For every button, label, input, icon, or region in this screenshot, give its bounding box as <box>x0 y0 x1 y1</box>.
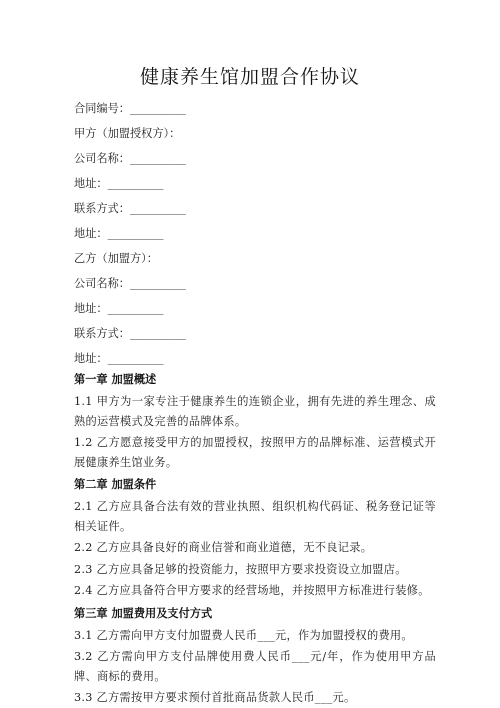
clause-3-3: 3.3 乙方需按甲方要求预付首批商品货款人民币___元。 <box>74 691 356 704</box>
chapter-2-heading: 第二章 加盟条件 <box>74 478 157 491</box>
clause-1-1: 1.1 甲方为一家专注于健康养生的连锁企业，拥有先进的养生理念、成熟的运营模式及完善的品牌体系。 <box>74 395 436 428</box>
party-a-address-field-2: 地址：__________ <box>74 227 164 240</box>
chapter-3-heading: 第三章 加盟费用及支付方式 <box>74 606 213 620</box>
clause-2-4: 2.4 乙方应具备符合甲方要求的经营场地，并按照甲方标准进行装修。 <box>74 584 430 597</box>
party-b-label: 乙方（加盟方）： <box>74 252 158 265</box>
clause-2-1: 2.1 乙方应具备合法有效的营业执照、组织机构代码证、税务登记证等相关证件。 <box>74 500 436 533</box>
clause-3-2: 3.2 乙方需向甲方支付品牌使用费人民币___元/年，作为使用甲方品牌、商标的费用。 <box>74 650 436 683</box>
party-a-address-field: 地址：__________ <box>74 177 164 190</box>
chapter-1-heading: 第一章 加盟概述 <box>74 373 157 386</box>
party-a-contact-field: 联系方式：__________ <box>74 202 186 215</box>
document-body <box>74 102 436 708</box>
party-b-company-field: 公司名称：__________ <box>74 277 186 290</box>
party-b-address-field: 地址：__________ <box>74 302 164 315</box>
party-a-company-field: 公司名称：__________ <box>74 152 186 165</box>
party-b-contact-field: 联系方式：__________ <box>74 327 186 340</box>
clause-2-3: 2.3 乙方应具备足够的投资能力，按照甲方要求投资设立加盟店。 <box>74 562 407 576</box>
clause-1-2: 1.2 乙方愿意接受甲方的加盟授权，按照甲方的品牌标准、运营模式开展健康养生馆业务。 <box>74 436 436 469</box>
clause-3-1: 3.1 乙方需向甲方支付加盟费人民币___元，作为加盟授权的费用。 <box>74 628 413 642</box>
contract-number-field: 合同编号：__________ <box>74 102 186 115</box>
party-a-label: 甲方（加盟授权方）： <box>74 127 181 140</box>
clause-2-2: 2.2 乙方应具备良好的商业信誉和商业道德，无不良记录。 <box>74 541 373 554</box>
document-title: 健康养生馆加盟合作协议 <box>139 66 360 88</box>
party-b-address-field-2: 地址：__________ <box>74 352 164 365</box>
